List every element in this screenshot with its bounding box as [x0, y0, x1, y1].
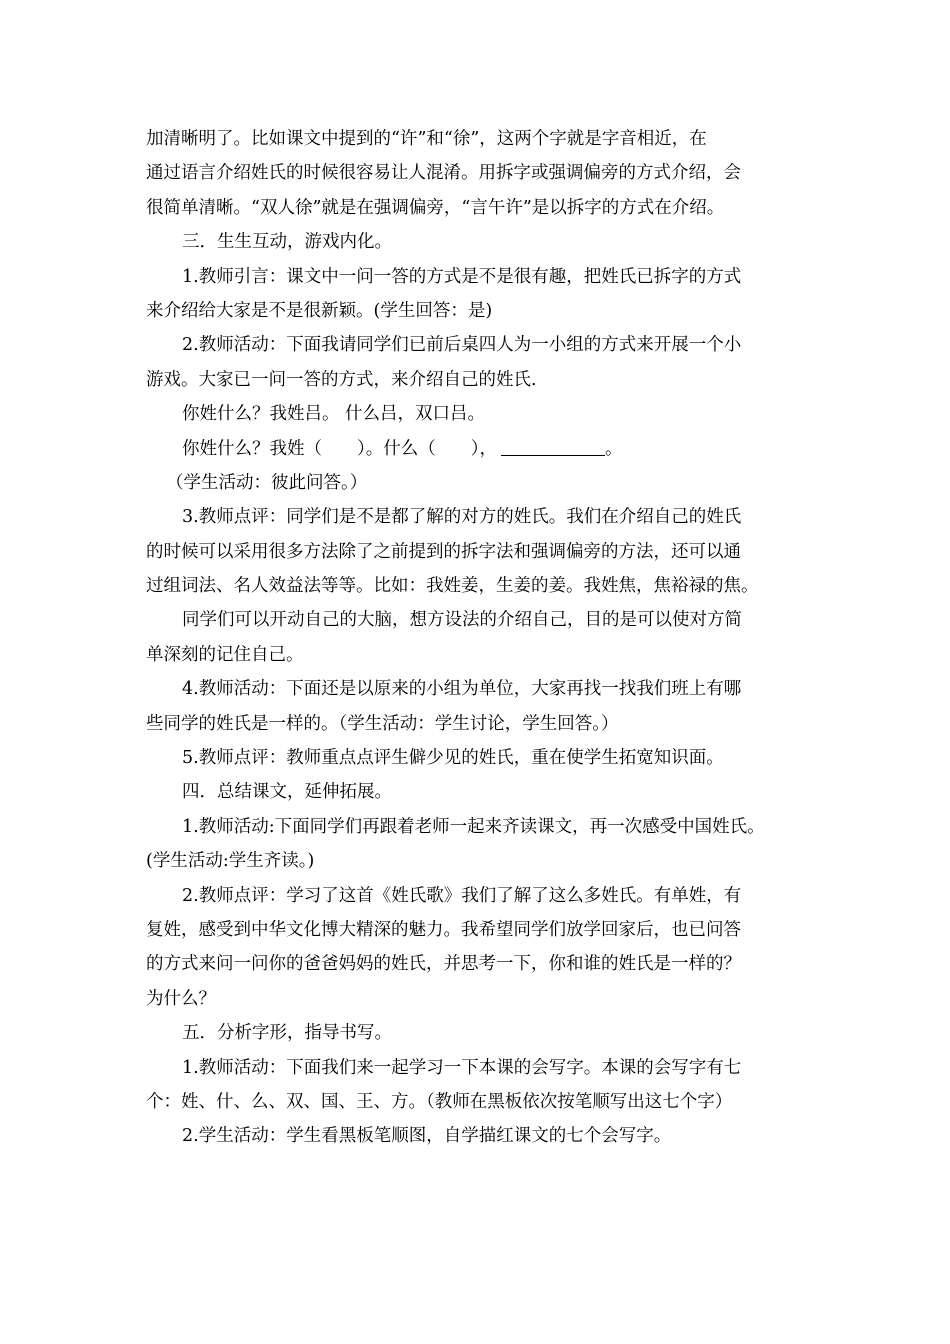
dialogue-blank-line	[146, 432, 826, 466]
paragraph-line: 游戏。大家已一问一答的方式，来介绍自己的姓氏.	[146, 369, 537, 390]
paragraph-line: 1.教师活动：下面我们来一起学习一下本课的会写字。本课的会写字有七	[182, 1057, 742, 1078]
paragraph-line: 同学们可以开动自己的大脑，想方设法的介绍自己，目的是可以使对方简	[182, 610, 742, 631]
dialogue-blank-text: 你姓什么？我姓（ ）。什么（ ），	[182, 438, 497, 459]
paragraph-line: 个：姓、什、么、双、国、王、方。（教师在黑板依次按笔顺写出这七个字）	[146, 1091, 733, 1112]
paragraph-line: （学生活动：彼此问答。）	[166, 472, 368, 493]
paragraph-line: 的时候可以采用很多方法除了之前提到的拆字法和强调偏旁的方法，还可以通	[146, 541, 741, 562]
paragraph-line: 2.学生活动：学生看黑板笔顺图，自学描红课文的七个会写字。	[182, 1126, 672, 1147]
paragraph-line: 来介绍给大家是不是很新颖。(学生回答：是)	[146, 300, 493, 321]
paragraph-line: 的方式来问一问你的爸爸妈妈的姓氏，并思考一下，你和谁的姓氏是一样的？	[146, 954, 741, 975]
paragraph-line: 5.教师点评：教师重点点评生僻少见的姓氏，重在使学生拓宽知识面。	[182, 748, 724, 769]
paragraph-line: 3.教师点评：同学们是不是都了解的对方的姓氏。我们在介绍自己的姓氏	[182, 507, 742, 528]
paragraph-line: 过组词法、名人效益法等等。比如：我姓姜，生姜的姜。我姓焦，焦裕禄的焦。	[146, 576, 759, 597]
paragraph-line: 2.教师活动：下面我请同学们已前后桌四人为一小组的方式来开展一个小	[182, 335, 742, 356]
document-body	[146, 122, 826, 1154]
paragraph-line: 为什么？	[146, 988, 216, 1009]
section-heading-4: 四．总结课文，延伸拓展。	[182, 782, 392, 803]
paragraph-line: 些同学的姓氏是一样的。（学生活动：学生讨论，学生回答。）	[146, 713, 619, 734]
paragraph-line: 很简单清晰。“双人徐”就是在强调偏旁，“言午许”是以拆字的方式在介绍。	[146, 197, 725, 218]
paragraph-line: 1.教师引言：课文中一问一答的方式是不是很有趣，把姓氏已拆字的方式	[182, 266, 742, 287]
paragraph-line: (学生活动:学生齐读。)	[146, 851, 315, 872]
paragraph-line: 1.教师活动:下面同学们再跟着老师一起来齐读课文，再一次感受中国姓氏。	[182, 816, 765, 837]
paragraph-line: 2.教师点评：学习了这首《姓氏歌》我们了解了这么多姓氏。有单姓，有	[182, 885, 742, 906]
section-heading-5: 五．分析字形，指导书写。	[182, 1023, 392, 1044]
paragraph-line: 复姓，感受到中华文化博大精深的魅力。我希望同学们放学回家后，也已问答	[146, 919, 741, 940]
dialogue-example-line: 你姓什么？我姓吕。 什么吕，双口吕。	[182, 404, 486, 425]
section-heading-3: 三．生生互动，游戏内化。	[182, 232, 392, 253]
paragraph-line: 单深刻的记住自己。	[146, 644, 304, 665]
paragraph-line: 加清晰明了。比如课文中提到的“许”和“徐”，这两个字就是字音相近，在	[146, 129, 707, 149]
paragraph-line: 通过语言介绍姓氏的时候很容易让人混淆。用拆字或强调偏旁的方式介绍，会	[146, 163, 741, 184]
paragraph-line: 4.教师活动：下面还是以原来的小组为单位，大家再找一找我们班上有哪	[182, 679, 742, 700]
dialogue-blank-end: 。	[605, 438, 623, 459]
fill-in-blank	[501, 437, 605, 456]
